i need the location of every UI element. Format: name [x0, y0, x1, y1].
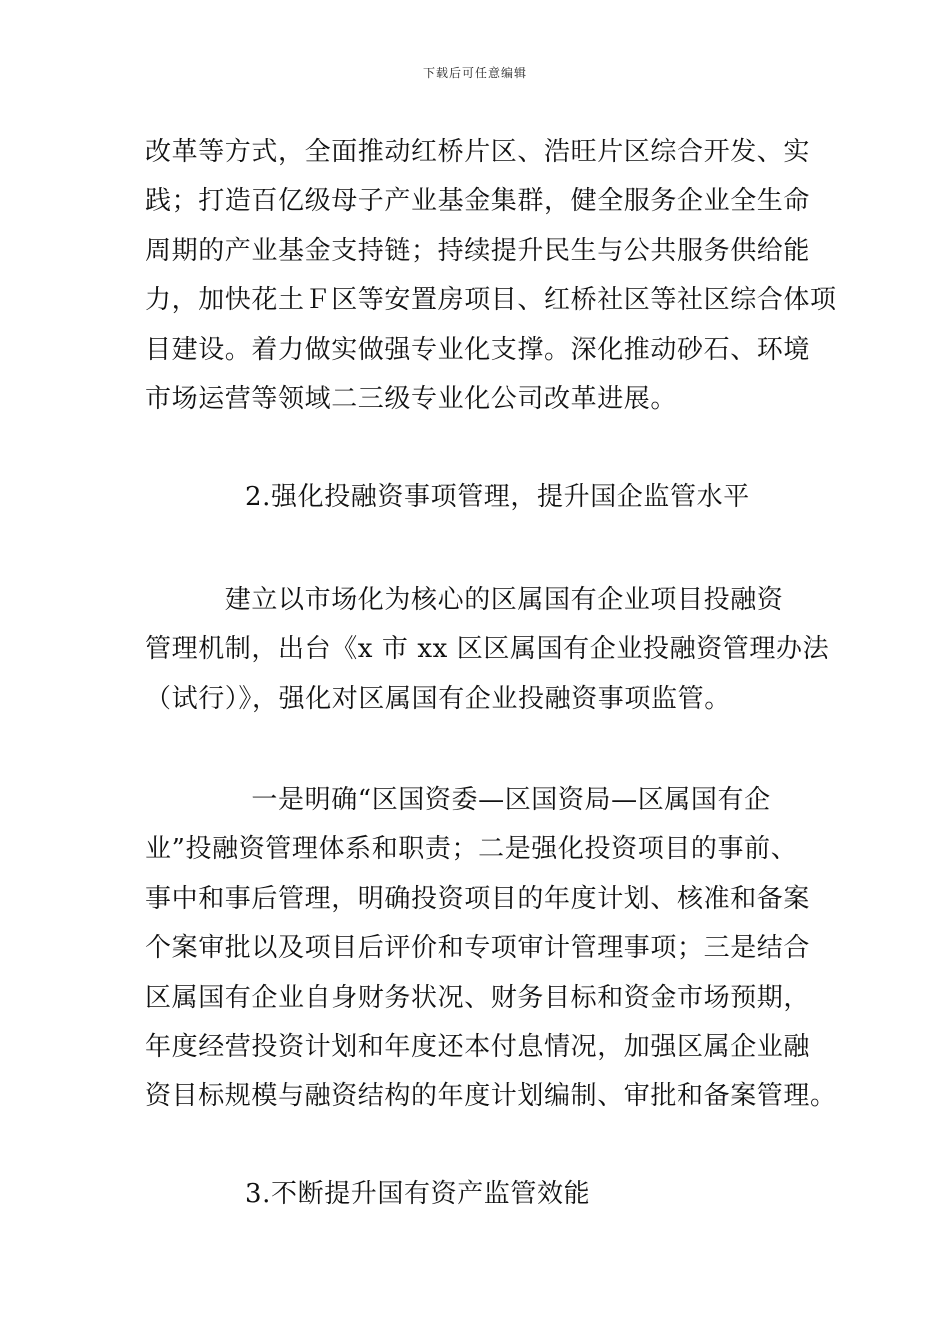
paragraph-line: 改革等方式，全面推动红桥片区、浩旺片区综合开发、实	[145, 137, 811, 167]
paragraph-line: 事中和事后管理，明确投资项目的年度计划、核准和备案	[145, 883, 811, 914]
paragraph-line: 市场运营等领域二三级专业化公司改革进展。	[145, 384, 678, 415]
page-header: 下载后可任意编辑	[422, 66, 527, 80]
paragraph-line: 管理机制，出台《x 市 xx 区区属国有企业投融资管理办法	[145, 634, 830, 665]
paragraph-line: 业”投融资管理体系和职责；二是强化投资项目的事前、	[145, 834, 798, 865]
paragraph-line: （试行）》，强化对区属国有企业投融资事项监管。	[145, 683, 731, 714]
paragraph-line: 力，加快花土Ｆ区等安置房项目、红桥社区等社区综合体项	[145, 285, 837, 316]
section-heading-2: 2.强化投融资事项管理，提升国企监管水平	[245, 482, 750, 512]
paragraph-line: 周期的产业基金支持链；持续提升民生与公共服务供给能	[145, 235, 811, 266]
paragraph-2	[145, 576, 830, 724]
paragraph-3	[145, 776, 837, 1122]
paragraph-line: 一是明确“区国资委—区国资局—区属国有企	[145, 785, 771, 815]
paragraph-line: 个案审批以及项目后评价和专项审计管理事项；三是结合	[145, 933, 811, 964]
paragraph-line: 年度经营投资计划和年度还本付息情况，加强区属企业融	[145, 1032, 811, 1063]
paragraph-line: 目建设。着力做实做强专业化支撑。深化推动砂石、环境	[145, 334, 811, 365]
paragraph-1	[145, 128, 837, 424]
paragraph-line: 资目标规模与融资结构的年度计划编制、审批和备案管理。	[145, 1081, 837, 1112]
paragraph-line: 践；打造百亿级母子产业基金集群，健全服务企业全生命	[145, 186, 811, 217]
section-heading-3: 3.不断提升国有资产监管效能	[245, 1179, 591, 1209]
paragraph-line: 区属国有企业自身财务状况、财务目标和资金市场预期，	[145, 982, 811, 1013]
paragraph-line: 建立以市场化为核心的区属国有企业项目投融资	[145, 585, 784, 615]
